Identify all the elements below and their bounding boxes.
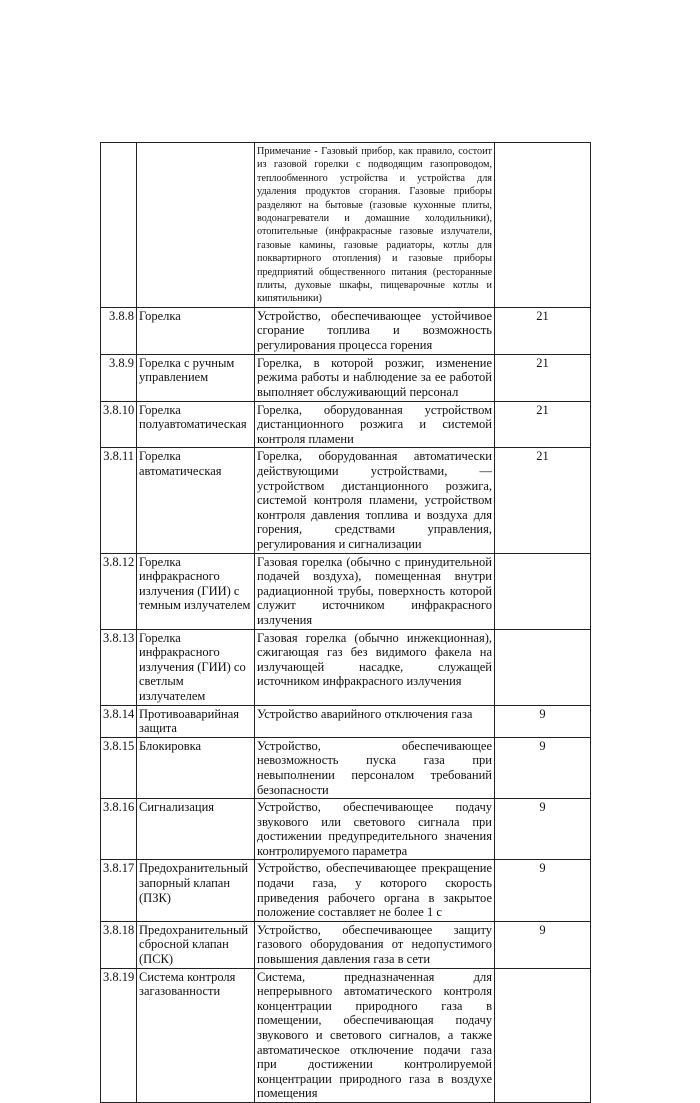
term-name: Горелка с ручным управлением <box>137 354 255 401</box>
term-number: 3.8.15 <box>101 737 137 798</box>
term-name: Противоаварийная защита <box>137 705 255 737</box>
term-number: 3.8.11 <box>101 448 137 553</box>
term-reference <box>495 968 591 1102</box>
term-number: 3.8.18 <box>101 921 137 968</box>
term-definition: Устройство, обеспечивающее невозможность пуска газа при невыполнении персоналом требований безопасности <box>255 737 495 798</box>
term-name <box>137 143 255 308</box>
term-definition: Устройство, обеспечивающее защиту газового оборудования от недопустимого повышения давления газа в сети <box>255 921 495 968</box>
term-number: 3.8.19 <box>101 968 137 1102</box>
table-row <box>101 705 591 737</box>
term-reference: 9 <box>495 860 591 921</box>
table-row <box>101 860 591 921</box>
table-row <box>101 629 591 705</box>
term-definition: Горелка, оборудованная автоматически действующими устройствами, — устройством дистанционного розжига, системой контроля пламени, устройством контроля давления топлива и воздуха для горения, средствами управления, регулирования и сигнализации <box>255 448 495 553</box>
term-reference <box>495 143 591 308</box>
term-name: Горелка полуавтоматическая <box>137 401 255 448</box>
table-row <box>101 553 591 629</box>
table-row <box>101 354 591 401</box>
term-definition: Горелка, в которой розжиг, изменение режима работы и наблюдение за ее работой выполняет обслуживающий персонал <box>255 354 495 401</box>
table-row <box>101 448 591 553</box>
table-row <box>101 401 591 448</box>
term-reference <box>495 629 591 705</box>
term-definition: Горелка, оборудованная устройством дистанционного розжига и системой контроля пламени <box>255 401 495 448</box>
term-reference: 21 <box>495 448 591 553</box>
term-definition: Устройство аварийного отключения газа <box>255 705 495 737</box>
table-row <box>101 799 591 860</box>
term-reference: 9 <box>495 799 591 860</box>
term-number: 3.8.10 <box>101 401 137 448</box>
term-number: 3.8.16 <box>101 799 137 860</box>
term-reference: 21 <box>495 354 591 401</box>
table-row <box>101 143 591 308</box>
term-definition: Газовая горелка (обычно инжекционная), сжигающая газ без видимого факела на излучающей насадке, служащей источником инфракрасного излучения <box>255 629 495 705</box>
terms-table <box>100 142 591 1103</box>
term-reference: 21 <box>495 401 591 448</box>
term-note: Примечание - Газовый прибор, как правило, состоит из газовой горелки с подводящим газопроводом, теплообменного устройства и устройства для удаления продуктов сгорания. Газовые приборы разделяют на бытовые (газовые кухонные плиты, водонагреватели и домашние холодильники), отопительные (инфракрасные газовые излучатели, газовые камины, газовые радиаторы, котлы для поквартирного отопления) и газовые приборы предприятий общественного питания (ресторанные плиты, духовые шкафы, пищеварочные котлы и кипятильники) <box>255 143 495 308</box>
term-reference: 21 <box>495 307 591 354</box>
term-number: 3.8.17 <box>101 860 137 921</box>
term-number: 3.8.12 <box>101 553 137 629</box>
term-name: Сигнализация <box>137 799 255 860</box>
term-number: 3.8.8 <box>101 307 137 354</box>
term-number: 3.8.9 <box>101 354 137 401</box>
term-name: Блокировка <box>137 737 255 798</box>
table-row <box>101 968 591 1102</box>
table-row <box>101 737 591 798</box>
term-definition: Устройство, обеспечивающее прекращение подачи газа, у которого скорость приведения рабочего органа в закрытое положение составляет не более 1 с <box>255 860 495 921</box>
term-name: Горелка автоматическая <box>137 448 255 553</box>
term-reference <box>495 553 591 629</box>
term-definition: Устройство, обеспечивающее подачу звукового или светового сигнала при достижении предупредительного значения контролируемого параметра <box>255 799 495 860</box>
term-reference: 9 <box>495 921 591 968</box>
term-name: Система контроля загазованности <box>137 968 255 1102</box>
term-name: Горелка инфракрасного излучения (ГИИ) со светлым излучателем <box>137 629 255 705</box>
term-reference: 9 <box>495 737 591 798</box>
term-name: Горелка <box>137 307 255 354</box>
term-number <box>101 143 137 308</box>
term-reference: 9 <box>495 705 591 737</box>
term-definition: Система, предназначенная для непрерывного автоматического контроля концентрации природного газа в помещении, обеспечивающая подачу звукового и светового сигналов, а также автоматическое отключение подачи газа при достижении контролируемой концентрации природного газа в воздухе помещения <box>255 968 495 1102</box>
term-name: Предохранительный сбросной клапан (ПСК) <box>137 921 255 968</box>
term-number: 3.8.13 <box>101 629 137 705</box>
term-definition: Устройство, обеспечивающее устойчивое сгорание топлива и возможность регулирования процесса горения <box>255 307 495 354</box>
table-row <box>101 921 591 968</box>
term-definition: Газовая горелка (обычно с принудительной подачей воздуха), помещенная внутри радиационной трубы, поверхность которой служит источником инфракрасного излучения <box>255 553 495 629</box>
table-row <box>101 307 591 354</box>
term-name: Горелка инфракрасного излучения (ГИИ) с темным излучателем <box>137 553 255 629</box>
term-name: Предохранительный запорный клапан (ПЗК) <box>137 860 255 921</box>
term-number: 3.8.14 <box>101 705 137 737</box>
